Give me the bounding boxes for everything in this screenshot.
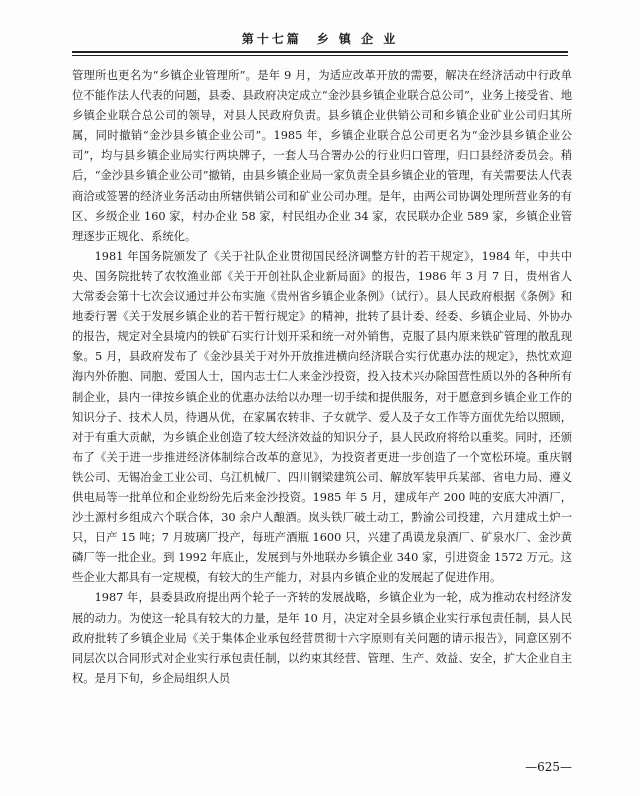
page-number: —625— [525,760,572,774]
body-text [72,66,572,689]
paragraph: 1987 年，县委县政府提出两个轮子一齐转的发展战略，乡镇企业为一轮，成为推动农村经济发展的动力。为使这一轮具有较大的力量，是年 10 月，决定对全县乡镇企业实行承包责任制，县人民政府批转了乡镇企业局《关于集体企业承包经营贯彻十六字原则有关问题的请示报告》，同意区别不同层次以合同形式对企业实行承包责任制，以约束其经营、管理、生产、效益、安全，扩大企业自主权。是月下旬，乡企局组织人员 [72,591,572,685]
header-rule [72,55,568,56]
paragraph: 管理所也更名为“乡镇企业管理所”。是年 9 月，为适应改革开放的需要，解决在经济活动中行政单位不能作法人代表的问题，县委、县政府决定成立“金沙县乡镇企业联合总公司”，业务上接受省、地乡镇企业联合总公司的领导，对县人民政府负责。县乡镇企业供销公司和乡镇企业矿业公司归其所属，同时撤销“金沙县乡镇企业公司”。1985 年，乡镇企业联合总公司更名为“金沙县乡镇企业公司”，均与县乡镇企业局实行两块牌子，一套人马合署办公的行业归口管理，归口县经济委员会。稍后，“金沙县乡镇企业公司”撤销，由县乡镇企业局一家负责全县乡镇企业的管理，有关需要法人代表商洽或签署的经济业务活动由所辖供销公司和矿业公司办理。是年，由两公司协调处理所营业务的有区、乡级企业 160 家，村办企业 58 家，村民组办企业 34 家，农民联办企业 589 家，乡镇企业管理逐步正规化、系统化。 [72,69,572,243]
paragraph: 1981 年国务院颁发了《关于社队企业贯彻国民经济调整方针的若干规定》，1984 年，中共中央、国务院批转了农牧渔业部《关于开创社队企业新局面》的报告，1986 年 3 月 7 日，贵州省人大常委会第十七次会议通过并公布实施《贵州省乡镇企业条例》（试行）。县人民政府根据《条例》和地委行署《关于发展乡镇企业的若干暂行规定》的精神，批转了县计委、经委、乡镇企业局、外协办的报告，规定对全县境内的铁矿石实行计划开采和统一对外销售，克服了县内原来铁矿管理的散乱现象。5 月，县政府发布了《金沙县关于对外开放推进横向经济联合实行优惠办法的规定》，热忱欢迎海内外侨胞、同胞、爱国人士，国内志士仁人来金沙投资，投入技术兴办除国营性质以外的各种所有制企业，县内一律按乡镇企业的优惠办法给以办理一切手续和提供服务，对于愿意到乡镇企业工作的知识分子、技术人员，待遇从优，在家属农转非、子女就学、爱人及子女工作等方面优先给以照顾，对于有重大贡献，为乡镇企业创造了较大经济效益的知识分子，县人民政府将给以重奖。同时，还颁布了《关于进一步推进经济体制综合改革的意见》，为投资者更进一步创造了一个宽松环境。重庆钢铁公司、无锡冶金工业公司、乌江机械厂、四川钢梁建筑公司、解放军装甲兵某部、省电力局、遵义供电局等一批单位和企业纷纷先后来金沙投资。1985 年 5 月，建成年产 200 吨的安底大冲酒厂，沙土源村乡组成六个联合体，30 余户人酿酒。岚头铁厂破土动工，黔渝公司投建，六月建成土炉一只，日产 15 吨；7 月玻璃厂投产，每班产酒瓶 1600 只，兴建了禹谟龙泉酒厂、矿泉水厂、金沙黄磷厂等一批企业。到 1992 年底止，发展到与外地联办乡镇企业 340 家，引进资金 1572 万元。这些企业大都具有一定规模，有较大的生产能力，对县内乡镇企业的发展起了促进作用。 [72,249,572,585]
page-header: 第十七篇 乡 镇 企 业 [72,30,568,53]
